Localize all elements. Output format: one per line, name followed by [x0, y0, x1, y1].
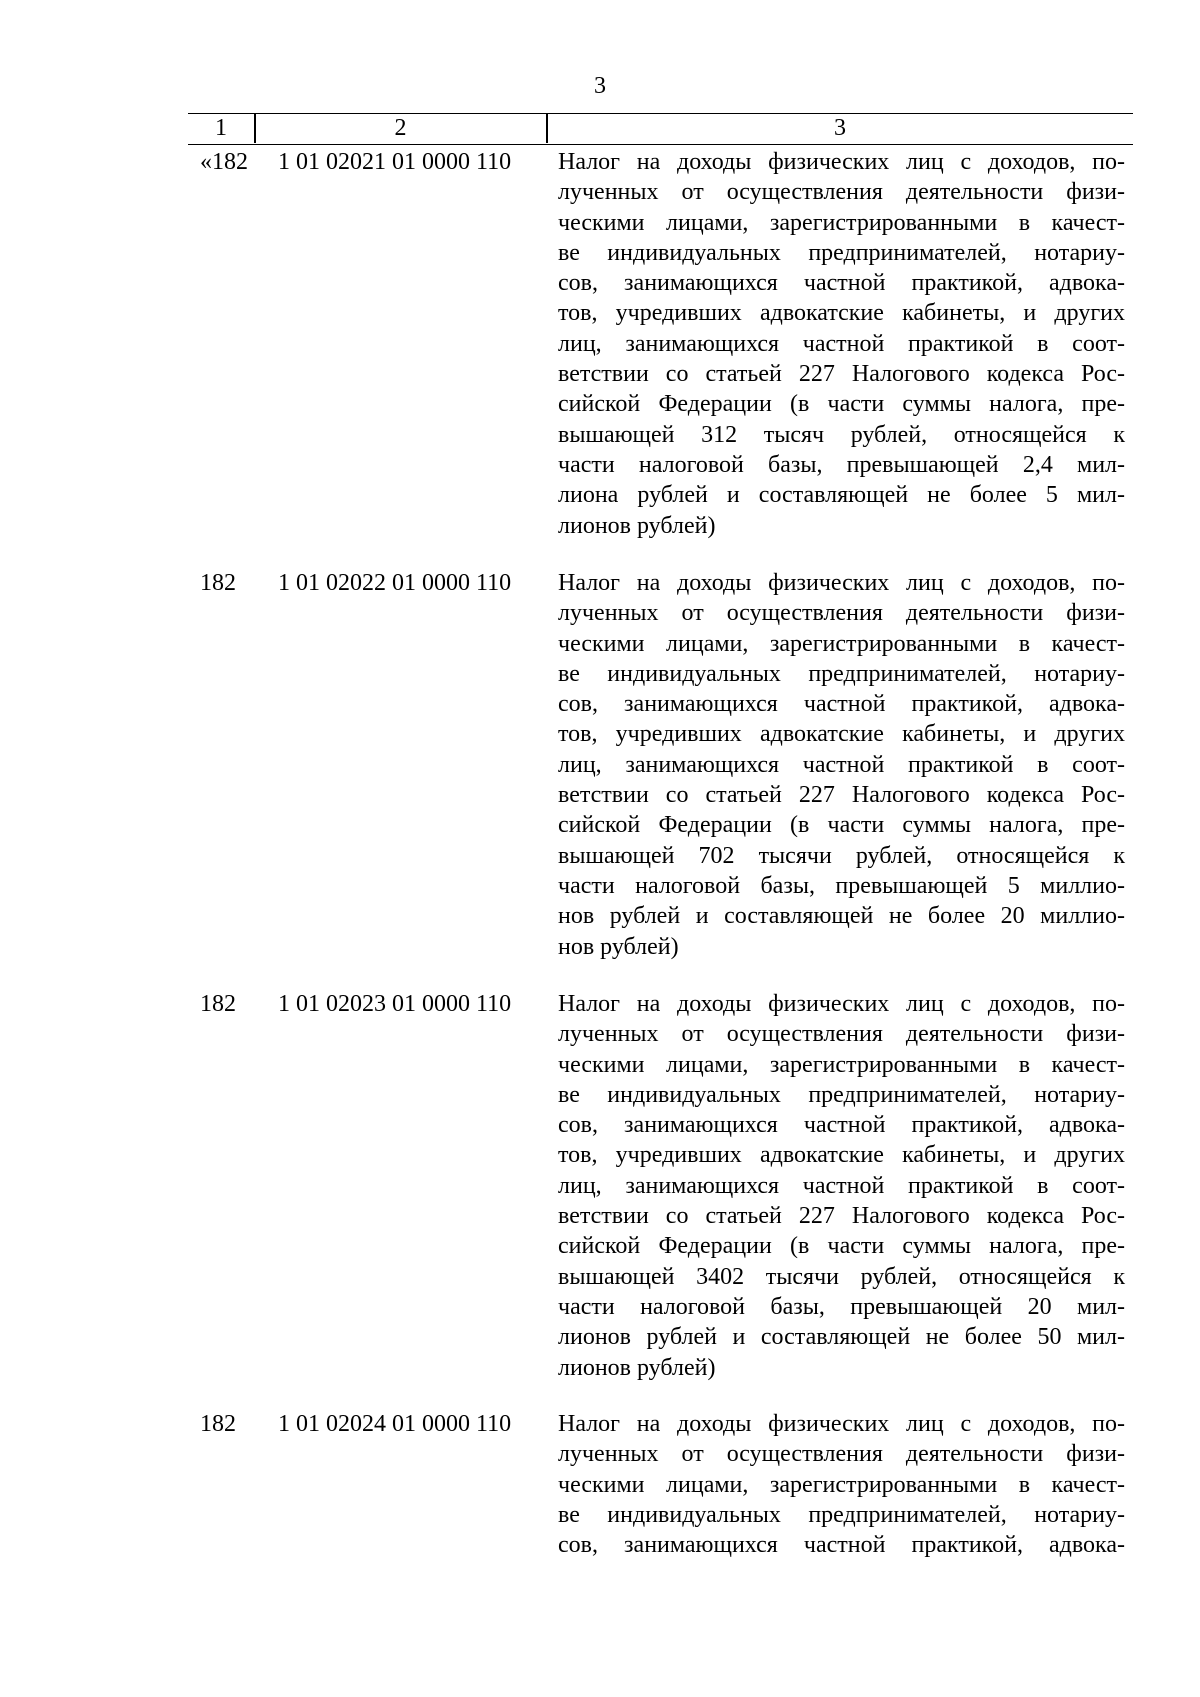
description-line: сийской Федерации (в части суммы налога, пре- — [558, 812, 1125, 839]
row-budget-code: 1 01 02021 01 0000 110 — [278, 149, 512, 175]
description-line: части налоговой базы, превышающей 5 миллио- — [558, 872, 1125, 899]
description-line: ческими лицами, зарегистрированными в качест- — [558, 630, 1125, 657]
row-description — [558, 147, 1125, 541]
description-line: вышающей 702 тысячи рублей, относящейся к — [558, 842, 1125, 869]
description-line: части налоговой базы, превышающей 20 мил- — [558, 1293, 1125, 1320]
header-col-1: 1 — [215, 115, 227, 141]
row-description — [558, 989, 1125, 1383]
header-col-2: 2 — [394, 115, 407, 141]
description-line: лиц, занимающихся частной практикой в соот- — [558, 330, 1125, 357]
description-line: лученных от осуществления деятельности физи- — [558, 1021, 1125, 1048]
description-line: лионов рублей) — [558, 512, 716, 539]
description-line: сов, занимающихся частной практикой, адвока- — [558, 1532, 1125, 1559]
description-line: ческими лицами, зарегистрированными в качест- — [558, 1051, 1125, 1078]
header-col-3: 3 — [834, 115, 846, 141]
description-line: ве индивидуальных предпринимателей, нотариу- — [558, 1501, 1125, 1528]
page-number: 3 — [594, 73, 606, 99]
row-description — [558, 568, 1125, 962]
description-line: лученных от осуществления деятельности физи- — [558, 179, 1125, 206]
row-code-admin: «182 — [200, 149, 248, 175]
description-line: ческими лицами, зарегистрированными в качест- — [558, 209, 1125, 236]
description-line: лионов рублей и составляющей не более 50 мил- — [558, 1324, 1125, 1351]
description-line: сийской Федерации (в части суммы налога, пре- — [558, 1233, 1125, 1260]
description-line: тов, учредивших адвокатские кабинеты, и других — [558, 300, 1125, 327]
description-line: ветствии со статьей 227 Налогового кодекса Рос- — [558, 1203, 1125, 1230]
description-line: вышающей 312 тысяч рублей, относящейся к — [558, 421, 1125, 448]
description-line: лученных от осуществления деятельности физи- — [558, 600, 1125, 627]
description-line: Налог на доходы физических лиц с доходов, по- — [558, 570, 1125, 596]
description-line: вышающей 3402 тысячи рублей, относящейся к — [558, 1263, 1125, 1290]
description-line: тов, учредивших адвокатские кабинеты, и других — [558, 721, 1125, 748]
description-line: лученных от осуществления деятельности физи- — [558, 1441, 1125, 1468]
table-header — [188, 113, 1133, 145]
description-line: тов, учредивших адвокатские кабинеты, и других — [558, 1142, 1125, 1169]
description-line: ве индивидуальных предпринимателей, нотариу- — [558, 660, 1125, 687]
row-code-admin: 182 — [200, 991, 236, 1017]
description-line: нов рублей и составляющей не более 20 миллио- — [558, 903, 1125, 930]
description-line: ветствии со статьей 227 Налогового кодекса Рос- — [558, 361, 1125, 388]
row-code-admin: 182 — [200, 570, 236, 596]
description-line: ве индивидуальных предпринимателей, нотариу- — [558, 239, 1125, 266]
description-line: ве индивидуальных предпринимателей, нотариу- — [558, 1081, 1125, 1108]
row-description — [558, 1409, 1125, 1560]
row-budget-code: 1 01 02024 01 0000 110 — [278, 1411, 512, 1437]
description-line: Налог на доходы физических лиц с доходов, по- — [558, 1411, 1125, 1437]
row-budget-code: 1 01 02022 01 0000 110 — [278, 570, 512, 596]
description-line: лиц, занимающихся частной практикой в соот- — [558, 751, 1125, 778]
description-line: ческими лицами, зарегистрированными в качест- — [558, 1471, 1125, 1498]
description-line: нов рублей) — [558, 933, 679, 960]
description-line: Налог на доходы физических лиц с доходов, по- — [558, 991, 1125, 1017]
description-line: сов, занимающихся частной практикой, адвока- — [558, 270, 1125, 297]
description-line: Налог на доходы физических лиц с доходов, по- — [558, 149, 1125, 175]
description-line: ветствии со статьей 227 Налогового кодекса Рос- — [558, 782, 1125, 809]
row-code-admin: 182 — [200, 1411, 236, 1437]
description-line: лиц, занимающихся частной практикой в соот- — [558, 1172, 1125, 1199]
description-line: сов, занимающихся частной практикой, адвока- — [558, 691, 1125, 718]
description-line: части налоговой базы, превышающей 2,4 мил- — [558, 451, 1125, 478]
description-line: лиона рублей и составляющей не более 5 мил- — [558, 482, 1125, 509]
description-line: сов, занимающихся частной практикой, адвока- — [558, 1112, 1125, 1139]
description-line: сийской Федерации (в части суммы налога, пре- — [558, 391, 1125, 418]
description-line: лионов рублей) — [558, 1354, 716, 1381]
row-budget-code: 1 01 02023 01 0000 110 — [278, 991, 512, 1017]
